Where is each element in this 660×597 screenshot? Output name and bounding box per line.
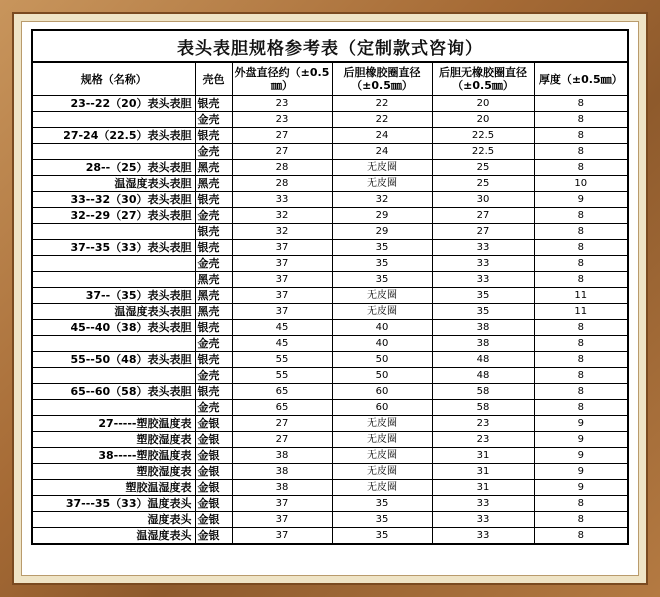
table-row xyxy=(32,320,628,336)
cell-rubber: 29 xyxy=(332,208,432,224)
cell-rubber: 35 xyxy=(332,512,432,528)
cell-name xyxy=(32,368,195,384)
cell-norubber: 31 xyxy=(432,464,534,480)
cell-rubber: 无皮圈 xyxy=(332,448,432,464)
table-row xyxy=(32,352,628,368)
cell-shell: 银壳 xyxy=(195,352,232,368)
cell-outer: 45 xyxy=(232,320,332,336)
cell-name: 65--60（58）表头表胆 xyxy=(32,384,195,400)
cell-outer: 55 xyxy=(232,368,332,384)
table-row xyxy=(32,368,628,384)
cell-shell: 黑壳 xyxy=(195,272,232,288)
cell-shell: 银壳 xyxy=(195,224,232,240)
header-row xyxy=(32,62,628,96)
cell-norubber: 58 xyxy=(432,384,534,400)
cell-name xyxy=(32,112,195,128)
cell-norubber: 33 xyxy=(432,240,534,256)
cell-outer: 37 xyxy=(232,288,332,304)
cell-outer: 23 xyxy=(232,112,332,128)
cell-thick: 8 xyxy=(534,256,628,272)
cell-outer: 37 xyxy=(232,272,332,288)
cell-shell: 金银 xyxy=(195,432,232,448)
table-row xyxy=(32,480,628,496)
cell-rubber: 29 xyxy=(332,224,432,240)
header-no-rubber-diameter: 后胆无橡胶圈直径（±0.5㎜） xyxy=(432,62,534,96)
cell-norubber: 27 xyxy=(432,208,534,224)
cell-rubber: 无皮圈 xyxy=(332,160,432,176)
header-thickness: 厚度（±0.5㎜） xyxy=(534,62,628,96)
cell-shell: 银壳 xyxy=(195,192,232,208)
cell-outer: 65 xyxy=(232,384,332,400)
cell-norubber: 23 xyxy=(432,432,534,448)
table-row xyxy=(32,176,628,192)
cell-name: 37---35（33）温度表头 xyxy=(32,496,195,512)
cell-thick: 8 xyxy=(534,528,628,545)
header-name: 规格（名称） xyxy=(32,62,195,96)
cell-shell: 金银 xyxy=(195,448,232,464)
cell-norubber: 58 xyxy=(432,400,534,416)
table-row xyxy=(32,448,628,464)
cell-name: 38-----塑胶温度表 xyxy=(32,448,195,464)
cell-norubber: 38 xyxy=(432,336,534,352)
cell-thick: 8 xyxy=(534,400,628,416)
cell-thick: 8 xyxy=(534,224,628,240)
cell-name: 45--40（38）表头表胆 xyxy=(32,320,195,336)
cell-shell: 金壳 xyxy=(195,368,232,384)
cell-outer: 28 xyxy=(232,176,332,192)
cell-norubber: 33 xyxy=(432,512,534,528)
cell-rubber: 35 xyxy=(332,528,432,545)
cell-name: 塑胶湿度表 xyxy=(32,464,195,480)
cell-thick: 8 xyxy=(534,336,628,352)
cell-shell: 金银 xyxy=(195,512,232,528)
table-row xyxy=(32,192,628,208)
cell-outer: 55 xyxy=(232,352,332,368)
cell-outer: 37 xyxy=(232,496,332,512)
cell-rubber: 无皮圈 xyxy=(332,480,432,496)
cell-norubber: 33 xyxy=(432,496,534,512)
cell-thick: 8 xyxy=(534,320,628,336)
cell-name xyxy=(32,224,195,240)
cell-rubber: 60 xyxy=(332,400,432,416)
spec-table xyxy=(31,61,629,545)
cell-thick: 8 xyxy=(534,96,628,112)
cell-thick: 8 xyxy=(534,128,628,144)
table-row xyxy=(32,96,628,112)
cell-rubber: 22 xyxy=(332,112,432,128)
table-row xyxy=(32,384,628,400)
table-row xyxy=(32,512,628,528)
cell-name: 湿度表头 xyxy=(32,512,195,528)
cell-shell: 银壳 xyxy=(195,96,232,112)
cell-rubber: 24 xyxy=(332,128,432,144)
cell-rubber: 无皮圈 xyxy=(332,176,432,192)
table-row xyxy=(32,256,628,272)
cell-rubber: 35 xyxy=(332,272,432,288)
cell-thick: 9 xyxy=(534,464,628,480)
cell-shell: 黑壳 xyxy=(195,304,232,320)
cell-shell: 黑壳 xyxy=(195,176,232,192)
cell-norubber: 25 xyxy=(432,176,534,192)
cell-name: 温湿度表头表胆 xyxy=(32,176,195,192)
cell-name xyxy=(32,256,195,272)
cell-name xyxy=(32,144,195,160)
cell-thick: 8 xyxy=(534,352,628,368)
cell-rubber: 60 xyxy=(332,384,432,400)
cell-thick: 10 xyxy=(534,176,628,192)
cell-norubber: 48 xyxy=(432,368,534,384)
cell-thick: 8 xyxy=(534,144,628,160)
cell-shell: 金壳 xyxy=(195,400,232,416)
cell-shell: 金壳 xyxy=(195,112,232,128)
cell-shell: 黑壳 xyxy=(195,288,232,304)
cell-rubber: 无皮圈 xyxy=(332,416,432,432)
table-row xyxy=(32,336,628,352)
cell-rubber: 无皮圈 xyxy=(332,432,432,448)
table-row xyxy=(32,112,628,128)
cell-rubber: 35 xyxy=(332,240,432,256)
table-row xyxy=(32,304,628,320)
cell-thick: 8 xyxy=(534,368,628,384)
cell-name: 37--35（33）表头表胆 xyxy=(32,240,195,256)
cell-thick: 8 xyxy=(534,208,628,224)
header-outer-diameter: 外盘直径约（±0.5㎜） xyxy=(232,62,332,96)
header-rubber-diameter: 后胆橡胶圈直径（±0.5㎜） xyxy=(332,62,432,96)
cell-outer: 23 xyxy=(232,96,332,112)
cell-rubber: 无皮圈 xyxy=(332,288,432,304)
cell-outer: 38 xyxy=(232,448,332,464)
cell-rubber: 50 xyxy=(332,368,432,384)
cell-norubber: 33 xyxy=(432,528,534,545)
cell-outer: 28 xyxy=(232,160,332,176)
cell-rubber: 32 xyxy=(332,192,432,208)
cell-rubber: 24 xyxy=(332,144,432,160)
cell-shell: 金银 xyxy=(195,416,232,432)
cell-norubber: 38 xyxy=(432,320,534,336)
cell-thick: 8 xyxy=(534,496,628,512)
cell-rubber: 无皮圈 xyxy=(332,464,432,480)
cell-norubber: 22.5 xyxy=(432,144,534,160)
cell-thick: 9 xyxy=(534,448,628,464)
cell-outer: 37 xyxy=(232,512,332,528)
cell-name xyxy=(32,336,195,352)
cell-norubber: 25 xyxy=(432,160,534,176)
table-row xyxy=(32,416,628,432)
cell-name: 塑胶温湿度表 xyxy=(32,480,195,496)
cell-name: 塑胶湿度表 xyxy=(32,432,195,448)
cell-outer: 32 xyxy=(232,224,332,240)
cell-norubber: 35 xyxy=(432,288,534,304)
cell-thick: 9 xyxy=(534,192,628,208)
cell-name: 32--29（27）表头表胆 xyxy=(32,208,195,224)
cell-outer: 65 xyxy=(232,400,332,416)
cell-shell: 银壳 xyxy=(195,128,232,144)
cell-thick: 8 xyxy=(534,112,628,128)
cell-norubber: 31 xyxy=(432,448,534,464)
cell-shell: 黑壳 xyxy=(195,160,232,176)
cell-outer: 38 xyxy=(232,480,332,496)
cell-outer: 37 xyxy=(232,304,332,320)
cell-thick: 9 xyxy=(534,480,628,496)
cell-name xyxy=(32,272,195,288)
cell-norubber: 20 xyxy=(432,112,534,128)
cell-outer: 38 xyxy=(232,464,332,480)
table-row xyxy=(32,464,628,480)
cell-thick: 9 xyxy=(534,416,628,432)
cell-name: 33--32（30）表头表胆 xyxy=(32,192,195,208)
table-row xyxy=(32,208,628,224)
cell-name: 28--（25）表头表胆 xyxy=(32,160,195,176)
cell-shell: 金壳 xyxy=(195,144,232,160)
cell-norubber: 48 xyxy=(432,352,534,368)
cell-rubber: 22 xyxy=(332,96,432,112)
cell-rubber: 35 xyxy=(332,256,432,272)
cell-thick: 8 xyxy=(534,384,628,400)
cell-name: 27-----塑胶温度表 xyxy=(32,416,195,432)
cell-outer: 27 xyxy=(232,416,332,432)
table-row xyxy=(32,272,628,288)
cell-name: 27-24（22.5）表头表胆 xyxy=(32,128,195,144)
table-row xyxy=(32,432,628,448)
cell-rubber: 35 xyxy=(332,496,432,512)
table-row xyxy=(32,528,628,545)
cell-shell: 金壳 xyxy=(195,208,232,224)
cell-outer: 37 xyxy=(232,240,332,256)
table-row xyxy=(32,144,628,160)
cell-name: 37--（35）表头表胆 xyxy=(32,288,195,304)
table-row xyxy=(32,240,628,256)
cell-norubber: 31 xyxy=(432,480,534,496)
cell-thick: 9 xyxy=(534,432,628,448)
cell-rubber: 无皮圈 xyxy=(332,304,432,320)
cell-norubber: 33 xyxy=(432,272,534,288)
cell-outer: 27 xyxy=(232,432,332,448)
cell-outer: 45 xyxy=(232,336,332,352)
cell-name: 温湿度表头 xyxy=(32,528,195,545)
cell-norubber: 27 xyxy=(432,224,534,240)
cell-norubber: 35 xyxy=(432,304,534,320)
cell-name xyxy=(32,400,195,416)
cell-thick: 11 xyxy=(534,304,628,320)
cell-thick: 8 xyxy=(534,160,628,176)
cell-shell: 金壳 xyxy=(195,256,232,272)
cell-shell: 银壳 xyxy=(195,384,232,400)
cell-outer: 37 xyxy=(232,528,332,545)
table-row xyxy=(32,128,628,144)
cell-thick: 11 xyxy=(534,288,628,304)
cell-shell: 金银 xyxy=(195,480,232,496)
header-shell: 壳色 xyxy=(195,62,232,96)
table-row xyxy=(32,400,628,416)
cell-name: 温湿度表头表胆 xyxy=(32,304,195,320)
table-row xyxy=(32,224,628,240)
cell-norubber: 20 xyxy=(432,96,534,112)
cell-norubber: 30 xyxy=(432,192,534,208)
cell-name: 55--50（48）表头表胆 xyxy=(32,352,195,368)
table-row xyxy=(32,288,628,304)
cell-shell: 金银 xyxy=(195,528,232,545)
cell-shell: 金银 xyxy=(195,464,232,480)
cell-outer: 37 xyxy=(232,256,332,272)
cell-norubber: 33 xyxy=(432,256,534,272)
cell-name: 23--22（20）表头表胆 xyxy=(32,96,195,112)
cell-outer: 27 xyxy=(232,128,332,144)
cell-thick: 8 xyxy=(534,240,628,256)
table-row xyxy=(32,160,628,176)
cell-shell: 金壳 xyxy=(195,336,232,352)
cell-thick: 8 xyxy=(534,512,628,528)
table-body xyxy=(32,96,628,545)
cell-shell: 金银 xyxy=(195,496,232,512)
page-title: 表头表胆规格参考表（定制款式咨询） xyxy=(31,29,629,61)
cell-shell: 银壳 xyxy=(195,320,232,336)
cell-norubber: 23 xyxy=(432,416,534,432)
cell-outer: 27 xyxy=(232,144,332,160)
cell-outer: 32 xyxy=(232,208,332,224)
cell-norubber: 22.5 xyxy=(432,128,534,144)
cell-rubber: 50 xyxy=(332,352,432,368)
cell-outer: 33 xyxy=(232,192,332,208)
cell-rubber: 40 xyxy=(332,336,432,352)
frame-mat xyxy=(12,12,648,585)
cell-rubber: 40 xyxy=(332,320,432,336)
cell-shell: 银壳 xyxy=(195,240,232,256)
cell-thick: 8 xyxy=(534,272,628,288)
spec-sheet xyxy=(21,21,639,576)
table-row xyxy=(32,496,628,512)
